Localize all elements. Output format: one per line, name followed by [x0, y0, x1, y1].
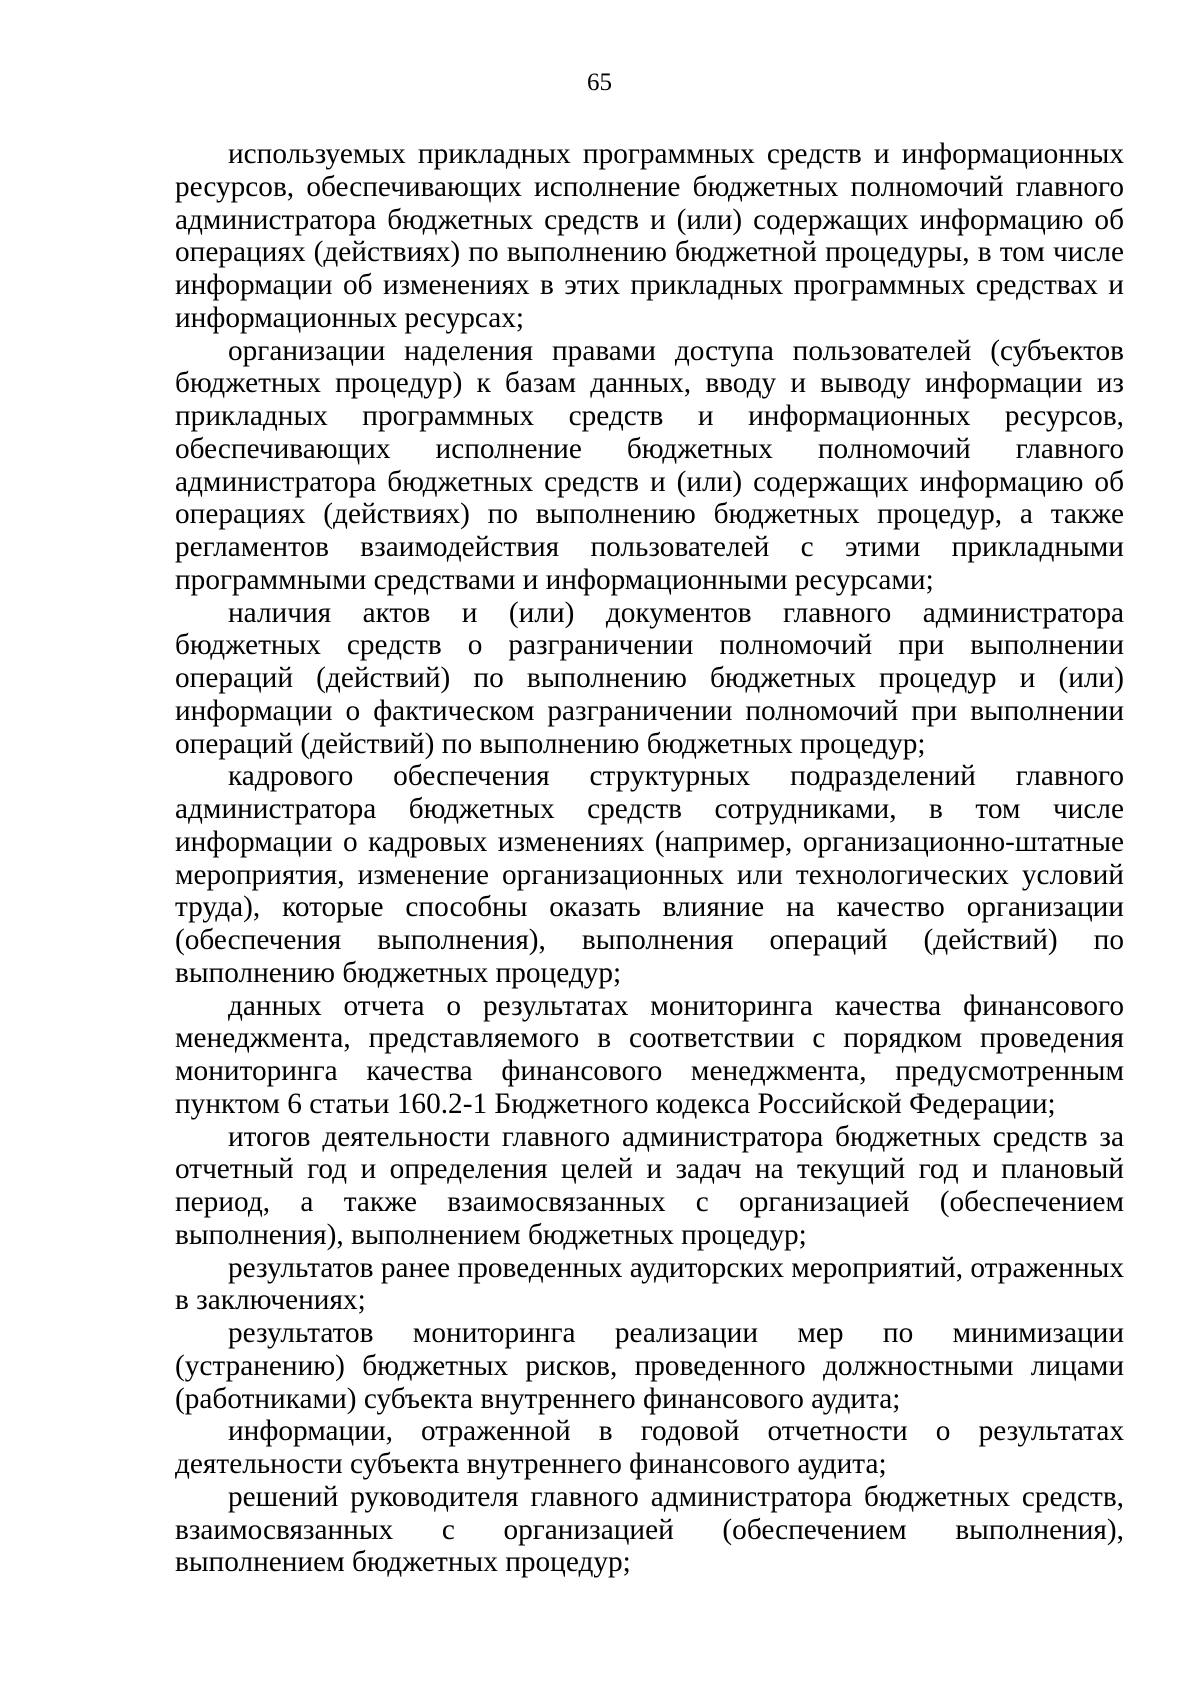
paragraph-staffing: кадрового обеспечения структурных подразделений главного администратора бюджетных средств сотрудниками, в том числе информации о кадровых изменениях (например, организационно-штатные мероприятия, изменение организационных или технологических условий труда), которые способны оказать влияние на качество организации (обеспечения выполнения), выполнения операций (действий) по выполнению бюджетных процедур; — [175, 760, 1124, 989]
paragraph-authority-acts: наличия актов и (или) документов главного администратора бюджетных средств о разграничении полномочий при выполнении операций (действий) по выполнению бюджетных процедур и (или) информации о фактическом разграничении полномочий при выполнении операций (действий) по выполнению бюджетных процедур; — [175, 596, 1124, 760]
paragraph-risk-monitoring: результатов мониторинга реализации мер по минимизации (устранению) бюджетных рисков, проведенного должностными лицами (работниками) субъекта внутреннего финансового аудита; — [175, 1317, 1124, 1415]
paragraph-access-rights: организации наделения правами доступа пользователей (субъектов бюджетных процедур) к базам данных, вводу и выводу информации из прикладных программных средств и информационных ресурсов, обеспечивающих исполнение бюджетных полномочий главного администратора бюджетных средств и (или) содержащих информацию об операциях (действиях) по выполнению бюджетных процедур, а также регламентов взаимодействия пользователей с этими прикладными программными средствами и информационными ресурсами; — [175, 334, 1124, 596]
paragraph-activity-results: итогов деятельности главного администратора бюджетных средств за отчетный год и определения целей и задач на текущий год и плановый период, а также взаимосвязанных с организацией (обеспечением выполнения), выполнением бюджетных процедур; — [175, 1120, 1124, 1251]
paragraph-annual-report: информации, отраженной в годовой отчетности о результатах деятельности субъекта внутреннего финансового аудита; — [175, 1415, 1124, 1480]
paragraph-monitoring-report: данных отчета о результатах мониторинга качества финансового менеджмента, представляемого в соответствии с порядком проведения мониторинга качества финансового менеджмента, предусмотренным пунктом 6 статьи 160.2-1 Бюджетного кодекса Российской Федерации; — [175, 989, 1124, 1120]
page-number: 65 — [587, 69, 612, 96]
paragraph-previous-audits: результатов ранее проведенных аудиторских мероприятий, отраженных в заключениях; — [175, 1251, 1124, 1317]
paragraph-head-decisions: решений руководителя главного администратора бюджетных средств, взаимосвязанных с организацией (обеспечением выполнения), выполнением бюджетных процедур; — [175, 1480, 1124, 1579]
paragraph-software-resources: используемых прикладных программных средств и информационных ресурсов, обеспечивающих исполнение бюджетных полномочий главного администратора бюджетных средств и (или) содержащих информацию об операциях (действиях) по выполнению бюджетной процедуры, в том числе информации об изменениях в этих прикладных программных средствах и информационных ресурсах; — [175, 138, 1124, 334]
document-body — [175, 138, 1124, 1579]
